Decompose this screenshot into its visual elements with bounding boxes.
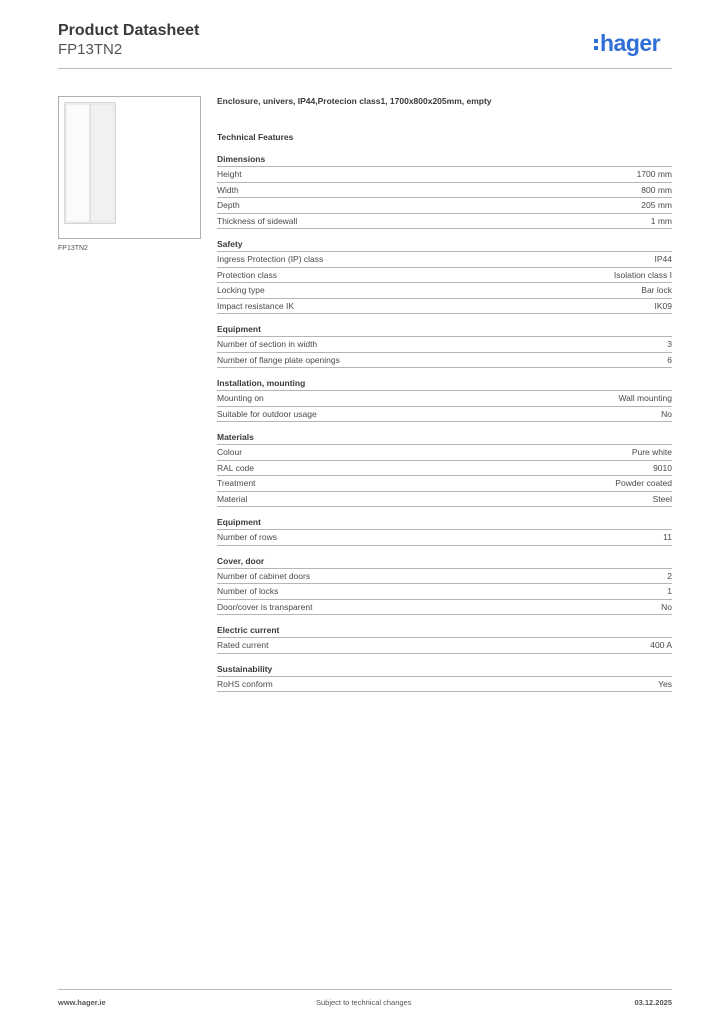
feature-value: 1 mm: [650, 215, 672, 226]
feature-section: [217, 625, 672, 654]
feature-label: RAL code: [217, 462, 255, 473]
logo-text: hager: [600, 30, 661, 56]
feature-section: [217, 154, 672, 229]
feature-label: Treatment: [217, 478, 256, 488]
product-description: Enclosure, univers, IP44,Protecion class1, 1700x800x205mm, empty: [217, 96, 492, 106]
feature-value: 205 mm: [641, 200, 672, 210]
feature-row: [217, 476, 672, 492]
feature-label: Number of locks: [217, 586, 279, 596]
feature-value: Isolation class I: [613, 269, 672, 280]
page-title: Product Datasheet: [58, 22, 200, 39]
feature-value: 9010: [653, 462, 672, 473]
feature-label: Locking type: [217, 285, 265, 295]
feature-label: Number of rows: [217, 532, 277, 542]
feature-value: 3: [667, 339, 672, 349]
feature-row: [217, 353, 672, 369]
brand-logo: [594, 30, 660, 57]
feature-label: Door/cover is transparent: [217, 601, 313, 612]
footer-date: 03.12.2025: [634, 998, 672, 1007]
feature-section: [217, 556, 672, 616]
footer-divider: [58, 989, 672, 990]
feature-value: Steel: [652, 493, 672, 504]
feature-row: [217, 530, 672, 546]
section-title: Installation, mounting: [217, 378, 672, 391]
feature-row: [217, 391, 672, 407]
feature-value: 800 mm: [641, 184, 672, 195]
feature-label: Thickness of sidewall: [217, 215, 298, 226]
cabinet-image: [64, 102, 116, 224]
feature-value: Pure white: [631, 447, 672, 457]
feature-row: [217, 198, 672, 214]
feature-value: Powder coated: [615, 478, 672, 488]
feature-row: [217, 252, 672, 268]
feature-label: Ingress Protection (IP) class: [217, 254, 324, 264]
footer-website: www.hager.ie: [58, 998, 106, 1007]
technical-features-title: Technical Features: [217, 132, 294, 142]
feature-section: [217, 239, 672, 314]
feature-section: [217, 517, 672, 546]
technical-content: [217, 96, 672, 702]
feature-sections: [217, 154, 672, 692]
feature-label: Number of cabinet doors: [217, 570, 311, 581]
feature-row: [217, 214, 672, 230]
feature-section: [217, 324, 672, 368]
section-title: Sustainability: [217, 664, 672, 677]
feature-label: Suitable for outdoor usage: [217, 408, 317, 419]
feature-value: IP44: [654, 254, 672, 264]
section-title: Equipment: [217, 517, 672, 530]
feature-label: Impact resistance IK: [217, 300, 295, 311]
feature-label: Width: [217, 184, 239, 195]
feature-value: No: [661, 408, 672, 419]
feature-row: [217, 600, 672, 616]
image-caption: FP13TN2: [58, 245, 88, 252]
feature-row: [217, 337, 672, 353]
feature-value: 11: [663, 532, 672, 542]
feature-label: Mounting on: [217, 393, 264, 403]
feature-value: No: [661, 601, 672, 612]
feature-value: 2: [667, 570, 672, 581]
feature-label: Rated current: [217, 640, 269, 650]
section-title: Safety: [217, 239, 672, 252]
feature-label: Number of section in width: [217, 339, 318, 349]
feature-section: [217, 664, 672, 693]
feature-row: [217, 569, 672, 585]
feature-value: 1: [667, 586, 672, 596]
feature-value: 6: [667, 354, 672, 365]
feature-row: [217, 445, 672, 461]
feature-label: Material: [217, 493, 248, 504]
feature-row: [217, 461, 672, 477]
section-title: Cover, door: [217, 556, 672, 569]
feature-row: [217, 167, 672, 183]
feature-value: Wall mounting: [618, 393, 672, 403]
section-title: Dimensions: [217, 154, 672, 167]
feature-label: Colour: [217, 447, 243, 457]
feature-row: [217, 677, 672, 693]
feature-value: Bar lock: [641, 285, 672, 295]
feature-section: [217, 378, 672, 422]
section-title: Equipment: [217, 324, 672, 337]
feature-section: [217, 432, 672, 507]
feature-row: [217, 283, 672, 299]
feature-label: Height: [217, 169, 242, 179]
section-title: Electric current: [217, 625, 672, 638]
feature-value: Yes: [658, 678, 672, 689]
header-divider: [58, 68, 672, 69]
feature-row: [217, 183, 672, 199]
feature-label: RoHS conform: [217, 678, 273, 689]
logo-dots-icon: [594, 36, 598, 53]
feature-row: [217, 268, 672, 284]
feature-row: [217, 299, 672, 315]
section-title: Materials: [217, 432, 672, 445]
feature-label: Depth: [217, 200, 240, 210]
feature-row: [217, 407, 672, 423]
feature-label: Number of flange plate openings: [217, 354, 340, 365]
feature-value: 400 A: [650, 640, 672, 650]
product-image-frame: [58, 96, 201, 239]
feature-row: [217, 584, 672, 600]
feature-row: [217, 492, 672, 508]
feature-label: Protection class: [217, 269, 277, 280]
product-code: FP13TN2: [58, 41, 123, 58]
footer-note: Subject to technical changes: [316, 998, 412, 1007]
feature-value: 1700 mm: [636, 169, 672, 179]
feature-value: IK09: [654, 300, 672, 311]
feature-row: [217, 638, 672, 654]
